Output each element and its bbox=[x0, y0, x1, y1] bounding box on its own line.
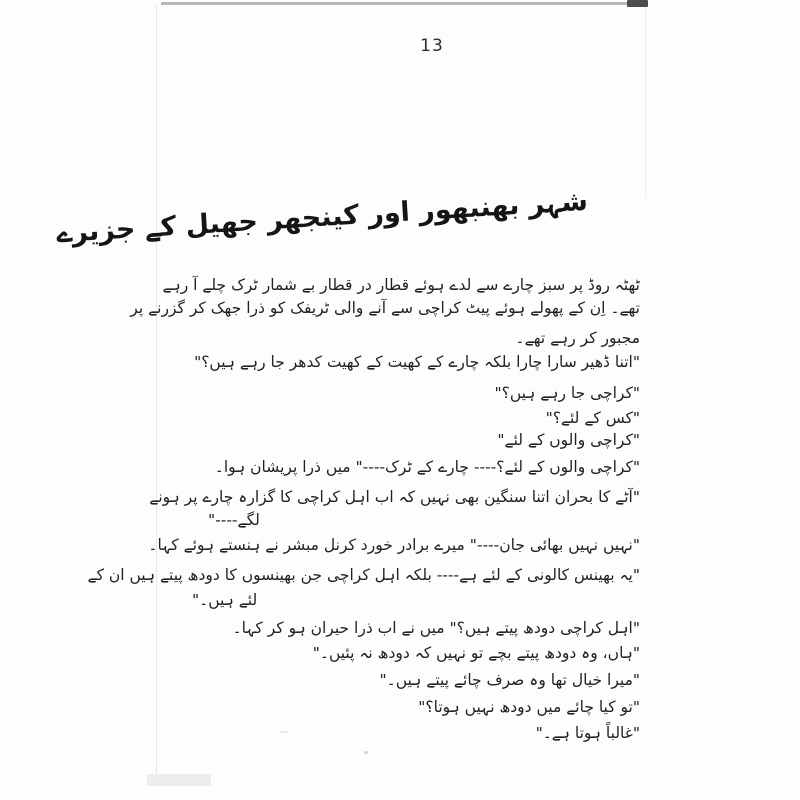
text-line: مجبور کر رہے تھے۔ bbox=[515, 329, 640, 347]
text-line: لئے ہیں۔" bbox=[192, 591, 258, 609]
text-line: "اتنا ڈھیر سارا چارا بلکہ چارے کے کھیت کے کھیت کدھر جا رہے ہیں؟" bbox=[194, 353, 640, 371]
text-line: "میرا خیال تھا وہ صرف چائے پیتے ہیں۔" bbox=[379, 671, 640, 689]
text-line: "یہ بھینس کالونی کے لئے ہے---- بلکہ اہل کراچی جن بھینسوں کا دودھ پیتے ہیں ان کے bbox=[87, 566, 640, 584]
text-line: تھے۔ اِن کے پھولے ہوئے پیٹ کراچی سے آنے والی ٹریفک کو ذرا جھک کر گزرنے پر bbox=[130, 299, 640, 317]
text-line: لگے----" bbox=[208, 511, 260, 529]
chapter-title: شہر بھنبھور اور کینجھر جھیل کے جزیرے bbox=[55, 185, 589, 250]
text-line: "ہاں، وہ دودھ پیتے بچے تو نہیں کہ دودھ نہ پئیں۔" bbox=[312, 644, 640, 662]
text-line: "کراچی جا رہے ہیں؟" bbox=[494, 384, 640, 402]
text-line: "غالباً ہوتا ہے۔" bbox=[535, 724, 640, 742]
text-line: "کس کے لئے؟" bbox=[545, 409, 640, 427]
text-line: "کراچی والوں کے لئے" bbox=[497, 431, 640, 449]
text-line: "نہیں نہیں بھائی جان----" میرے برادر خورد کرنل مبشر نے ہنستے ہوئے کہا۔ bbox=[148, 536, 640, 554]
text-line: ٹھٹہ روڈ پر سبز چارے سے لدے ہوئے قطار در قطار بے شمار ٹرک چلے آ رہے bbox=[162, 276, 640, 294]
text-line: "کراچی والوں کے لئے؟---- چارے کے ٹرک----" میں ذرا پریشان ہوا۔ bbox=[214, 458, 640, 476]
page-number: 13 bbox=[420, 36, 444, 56]
text-line: "اہل کراچی دودھ پیتے ہیں؟" میں نے اب ذرا حیران ہو کر کہا۔ bbox=[232, 619, 640, 637]
text-line: "تو کیا چائے میں دودھ نہیں ہوتا؟" bbox=[418, 698, 640, 716]
text-line: "آٹے کا بحران اتنا سنگین بھی نہیں کہ اب اہل کراچی کا گزارہ چارے پر ہونے bbox=[149, 488, 640, 506]
